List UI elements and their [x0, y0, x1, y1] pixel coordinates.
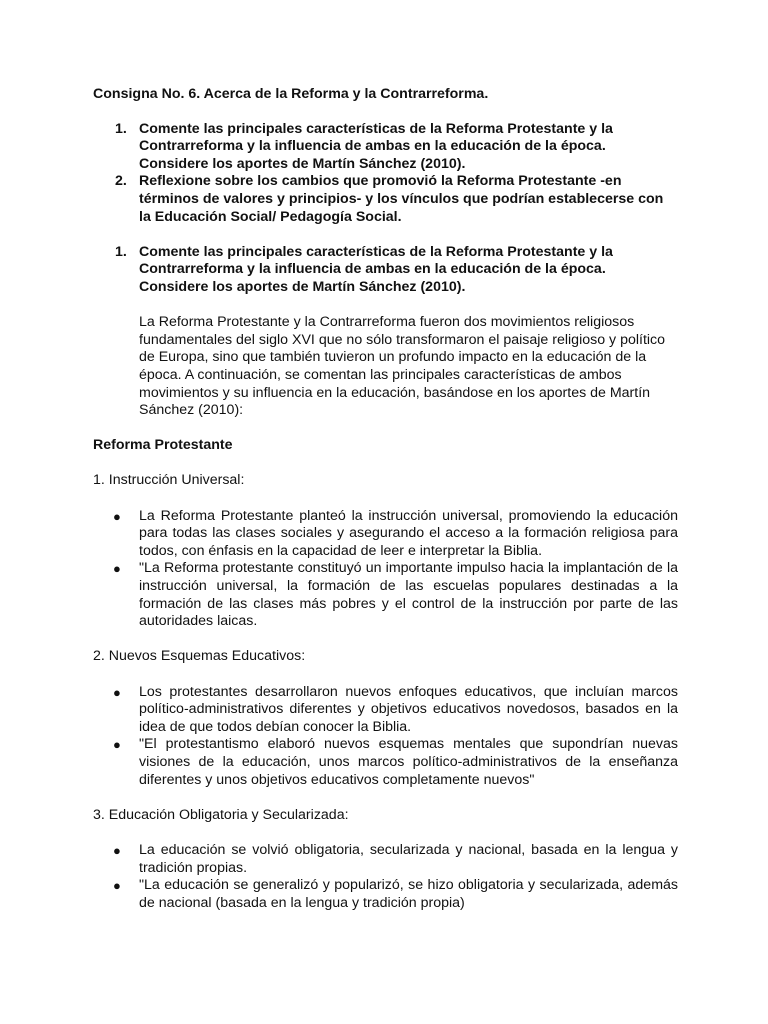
question-item — [93, 244, 678, 297]
bullet-list — [93, 842, 678, 912]
spacer — [93, 226, 678, 244]
list-item — [93, 877, 678, 912]
question-list — [93, 121, 678, 227]
bullet-text: "La Reforma protestante constituyó un importante impulso hacia la implantación de la instrucción universal, la formación de las escuelas populares destinadas a la formación de las clases más pobres y el control de la instrucción por parte de las autoridades laicas. — [139, 560, 678, 630]
bullet-list — [93, 684, 678, 790]
section-title: Reforma Protestante — [93, 437, 233, 454]
intro-paragraph: La Reforma Protestante y la Contrarreforma fueron dos movimientos religiosos fundamentales del siglo XVI que no sólo transformaron el paisaje religioso y político de Europa, sino que también tuvieron un profundo impacto en la educación de la época. A continuación, se comentan las principales características de ambos movimientos y su influencia en la educación, basándose en los aportes de Martín Sánchez (2010): — [139, 314, 666, 419]
question-number: 1. — [115, 120, 127, 137]
list-item — [93, 842, 678, 877]
bullet-text: "La educación se generalizó y popularizó, se hizo obligatoria y secularizada, además de nacional (basada en la lengua y tradición propia) — [139, 877, 678, 911]
bullet-icon: ● — [113, 737, 121, 753]
bullet-icon: ● — [113, 561, 121, 577]
bullet-icon: ● — [113, 508, 121, 524]
subsection-title: 2. Nuevos Esquemas Educativos: — [93, 648, 306, 665]
assignment-heading: Consigna No. 6. Acerca de la Reforma y la Contrarreforma. — [93, 86, 489, 102]
bullet-icon: ● — [113, 684, 121, 700]
document-page — [93, 86, 678, 912]
bullet-text: "El protestantismo elaboró nuevos esquemas mentales que supondrían nuevas visiones de la educación, unos marcos político-administrativos de la enseñanza diferentes y unos objetivos educativos completamente nuevos" — [139, 736, 678, 788]
list-item — [93, 684, 678, 737]
bullet-icon: ● — [113, 842, 121, 858]
subsection-title: 3. Educación Obligatoria y Secularizada: — [93, 806, 349, 823]
list-item — [93, 508, 678, 561]
subsection-title: 1. Instrucción Universal: — [93, 472, 245, 489]
question-text: Comente las principales características de la Reforma Protestante y la Contrarreforma y la influencia de ambas en la educación de la época. Considere los aportes de Martín Sánchez (2010). — [139, 243, 613, 295]
question-number: 1. — [115, 243, 127, 260]
answer-question-list — [93, 244, 678, 297]
question-item — [93, 121, 678, 174]
bullet-list — [93, 508, 678, 631]
bullet-text: Los protestantes desarrollaron nuevos enfoques educativos, que incluían marcos político-administrativos diferentes y objetivos educativos novedosos, basados en la idea de que todos debían conocer la Biblia. — [139, 683, 678, 735]
question-text: Reflexione sobre los cambios que promovió la Reforma Protestante -en términos de valores y principios- y los vínculos que podrían establecerse con la Educación Social/ Pedagogía Social. — [139, 173, 664, 225]
question-number: 2. — [115, 173, 127, 190]
bullet-text: La educación se volvió obligatoria, secularizada y nacional, basada en la lengua y tradición propias. — [139, 841, 678, 876]
question-item — [93, 173, 678, 226]
bullet-icon: ● — [113, 878, 121, 894]
spacer — [93, 297, 678, 315]
list-item — [93, 736, 678, 789]
bullet-text: La Reforma Protestante planteó la instrucción universal, promoviendo la educación para todas las clases sociales y asegurando el acceso a la formación religiosa para todos, con énfasis en la capacidad de leer e interpretar la Biblia. — [139, 507, 678, 559]
question-text: Comente las principales características de la Reforma Protestante y la Contrarreforma y la influencia de ambas en la educación de la época. Considere los aportes de Martín Sánchez (2010). — [139, 120, 613, 172]
list-item — [93, 560, 678, 630]
